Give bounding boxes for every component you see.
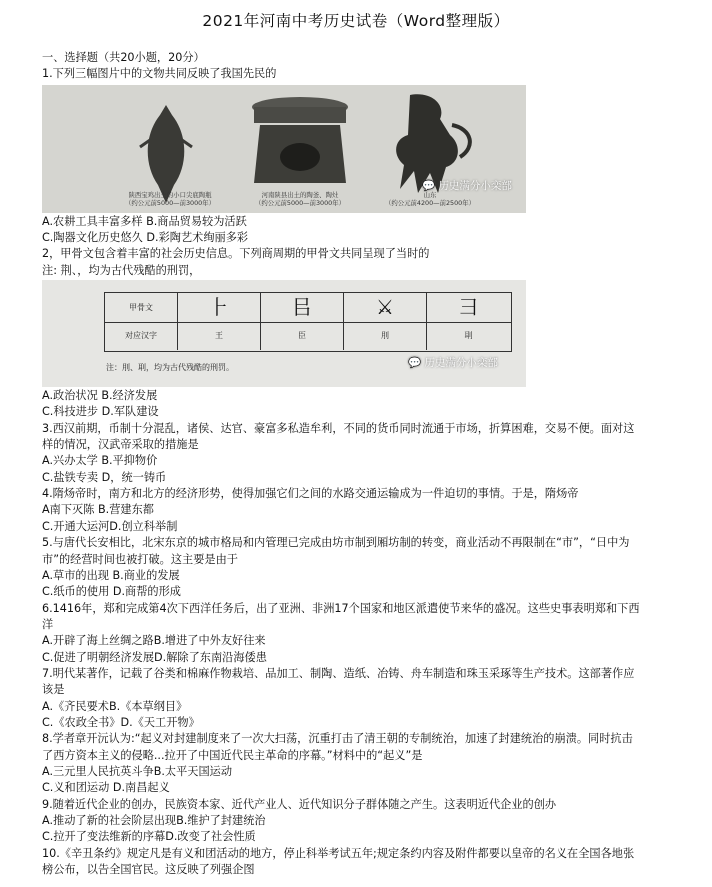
section-heading: 一、选择题（共20小题，20分） xyxy=(42,51,205,64)
question-4-option-line: A南下灭陈 B.营建东都 xyxy=(42,503,154,517)
question-5-option-line: A.草市的出现 B.商业的发展 xyxy=(42,568,180,582)
table-footnote: 注：刖、刵，均为古代残酷的刑罚。 xyxy=(106,363,234,373)
question-7-option-line: A.《齐民要术B.《本草纲目》 xyxy=(42,699,188,713)
question-1-option-line: C.陶器文化历史悠久 D.彩陶艺术绚丽多彩 xyxy=(42,231,249,245)
question-2-stem: 2，甲骨文包含着丰富的社会历史信息。下列商周期的甲骨文共同呈现了当时的 xyxy=(42,247,430,261)
wechat-icon: 💬 xyxy=(408,357,422,370)
table-row xyxy=(105,322,511,350)
caption-tripod: 山东 （约公元前4200—前2500年） xyxy=(384,190,476,207)
artifact-photo xyxy=(42,85,526,213)
question-8-option-line: A.三元里人民抗英斗争B.太平天国运动 xyxy=(42,764,233,778)
question-1-stem: 1.下列三幅图片中的文物共同反映了我国先民的 xyxy=(42,67,277,81)
glyph-cell: ⺊ xyxy=(178,293,261,322)
question-3-stem: 3.西汉前期，币制十分混乱，诸侯、达官、豪富多私造牟利，不同的货币同时流通于市场，折算困难，交易不便。面对这样的情况，汉武帝采取的措施是 xyxy=(42,421,635,452)
question-5-option-line: C.纸币的使用 D.商帮的形成 xyxy=(42,585,181,599)
glyph-cell: 㠯 xyxy=(261,293,344,322)
table-cell: 刖 xyxy=(344,322,427,350)
question-10-stem: 10.《辛丑条约》规定凡是有义和团活动的地方，停止科举考试五年;规定条约内容及附件都要以皇帝的名义在全国各地张榜公布，以告全国官民。这反映了列强企图 xyxy=(42,846,635,877)
glyph-cell: ⚔ xyxy=(344,293,427,322)
question-8-option-line: C.义和团运动 D.南昌起义 xyxy=(42,781,170,795)
question-2-option-line: C.科技进步 D.军队建设 xyxy=(42,405,159,419)
question-8-stem: 8.学者章开沅认为:“起义对封建制度来了一次大扫荡，沉重打击了清王朝的专制统治，加速了封建统治的崩溃。同时抗击了西方资本主义的侵略...拉开了中国近代民主革命的序幕。”材料中的“起义”是 xyxy=(42,732,633,762)
question-9-option-line: A.推动了新的社会阶层出现B.维护了封建统治 xyxy=(42,814,266,827)
question-7-option-line: C.《农政全书》D.《天工开物》 xyxy=(42,715,200,729)
watermark: 💬 历史满分小栾部 xyxy=(408,357,498,370)
oracle-bone-photo xyxy=(42,280,526,387)
question-3-option-line: A.兴办太学 B.平抑物价 xyxy=(42,454,158,468)
glyph-cell: ⺕ xyxy=(458,294,479,319)
caption-vase: 陕西宝鸡出土的小口尖底陶瓶 （约公元前5000—前3000年） xyxy=(124,190,216,207)
question-3-option-line: C.盐铁专卖 D，统一铸币 xyxy=(42,470,167,484)
question-9-option-line: C.拉开了变法维新的序幕D.改变了社会性质 xyxy=(42,830,256,844)
table-row xyxy=(105,293,511,323)
table-cell: 臣 xyxy=(261,322,344,350)
oracle-table xyxy=(104,292,512,352)
question-6-option-line: C.促进了明朝经济发展D.解除了东南沿海倭患 xyxy=(42,650,267,664)
exam-content xyxy=(42,50,642,878)
question-4-stem: 4.隋炀帝时，南方和北方的经济形势，使得加强它们之间的水路交通运输成为一件迫切的事情。于是，隋炀帝 xyxy=(42,487,579,501)
question-7-stem: 7.明代某著作，记载了谷类和棉麻作物栽培、品加工、制陶、造纸、冶铸、舟车制造和珠玉采琢等生产技术。这部著作应该是 xyxy=(42,666,635,697)
question-1-option-line: A.农耕工具丰富多样 B.商品贸易较为活跃 xyxy=(42,214,247,228)
question-2-note: 注: 荆、，均为古代残酷的刑罚， xyxy=(42,263,201,277)
question-2-option-line: A.政治状况 B.经济发展 xyxy=(42,389,158,403)
caption-stove: 河南陕县出土的陶釜、陶灶 （约公元前5000—前3000年） xyxy=(254,190,346,207)
question-4-option-line: C.开通大运河D.创立科举制 xyxy=(42,519,178,533)
question-6-option-line: A.开辟了海上丝绸之路B.增进了中外友好往来 xyxy=(42,634,266,648)
question-6-stem: 6.1416年，郑和完成第4次下西洋任务后，出了亚洲、非洲17个国家和地区派遣使节来华的盛况。这些史事表明郑和下西洋 xyxy=(42,601,640,631)
document-title: 2021年河南中考历史试卷（Word整理版） xyxy=(202,12,510,30)
table-cell: 对应汉字 xyxy=(105,322,178,350)
watermark: 💬 历史满分小栾部 xyxy=(422,179,512,192)
table-cell: 王 xyxy=(178,322,261,350)
wechat-icon: 💬 xyxy=(422,179,436,192)
question-9-stem: 9.随着近代企业的创办，民族资本家、近代产业人、近代知识分子群体随之产生。这表明近代企业的创办 xyxy=(42,797,557,811)
table-cell: 刵 xyxy=(464,331,473,341)
table-cell: 甲骨文 xyxy=(105,293,178,322)
question-5-stem: 5.与唐代长安相比，北宋东京的城市格局和内管理已完成由坊市制到厢坊制的转变，商业活动不再限制在“市”，“日中为市”的经营时间也被打破。这主要是由于 xyxy=(42,536,630,566)
